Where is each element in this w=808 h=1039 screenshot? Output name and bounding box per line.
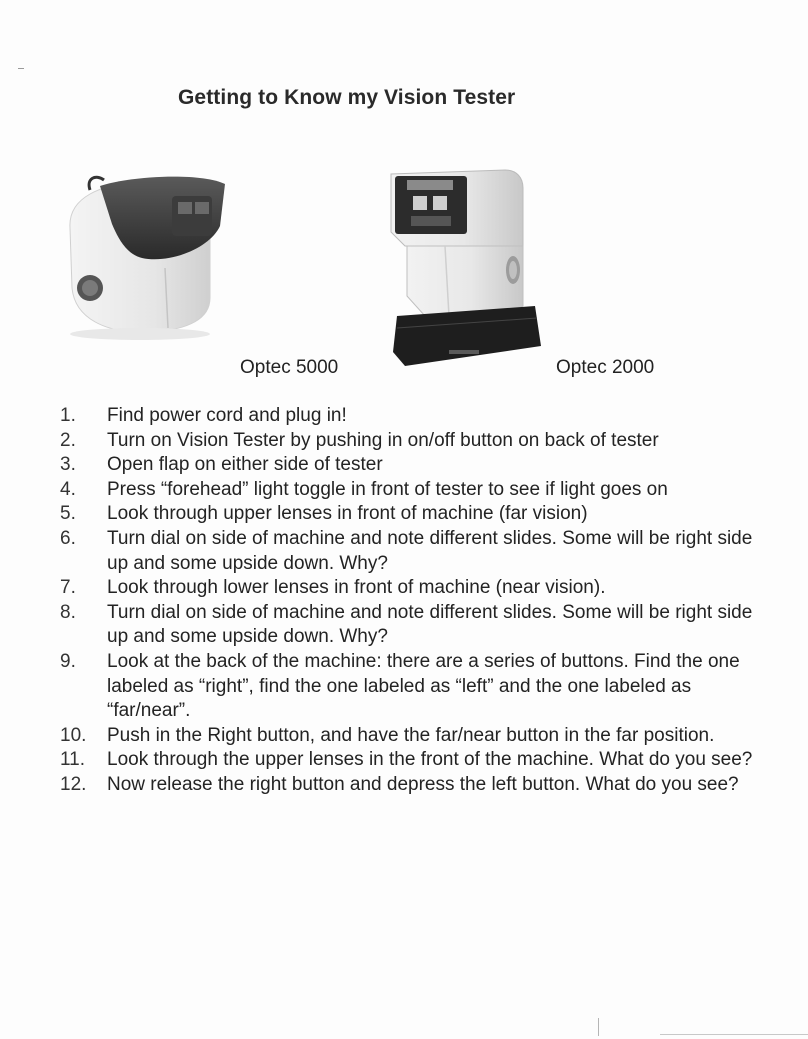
list-item [60,748,760,773]
optec-2000-caption: Optec 2000 [556,357,655,378]
step-number: 3. [60,454,76,476]
step-text: Look through the upper lenses in the front of the machine. What do you see? [107,749,753,771]
optec-5000-device-icon [60,168,235,348]
step-number: 12. [60,773,87,795]
list-item [60,502,760,527]
step-text: Turn dial on side of machine and note different slides. Some will be right side up and some upside down. Why? [107,601,753,648]
step-number: 1. [60,405,76,426]
step-number: 11. [60,749,86,771]
page-title: Getting to Know my Vision Tester [178,86,516,109]
list-item [60,576,760,601]
instruction-list [60,404,760,798]
list-item [60,650,760,724]
list-item [60,773,760,798]
scan-speck [18,68,24,69]
optec-2000-figure [385,166,545,372]
optec-2000-device-icon [385,166,545,372]
step-number: 4. [60,478,76,500]
optec-5000-caption: Optec 5000 [240,357,339,378]
list-item [60,429,760,454]
scan-edge-mark [598,1018,599,1036]
step-text: Turn dial on side of machine and note different slides. Some will be right side up and some upside down. Why? [107,527,753,574]
step-number: 6. [60,527,76,549]
step-text: Open flap on either side of tester [107,454,383,476]
step-text: Turn on Vision Tester by pushing in on/off button on back of tester [107,429,659,451]
step-number: 8. [60,601,76,623]
step-text: Now release the right button and depress the left button. What do you see? [107,773,739,795]
step-text: Look through upper lenses in front of machine (far vision) [107,503,588,525]
step-number: 7. [60,577,76,599]
list-item [60,453,760,478]
step-text: Push in the Right button, and have the far/near button in the far position. [107,724,715,746]
step-number: 5. [60,503,76,525]
step-number: 10. [60,724,87,746]
list-item [60,724,760,749]
step-text: Look through lower lenses in front of machine (near vision). [107,577,606,599]
list-item [60,404,760,429]
step-text: Find power cord and plug in! [107,405,347,426]
list-item [60,527,760,576]
step-number: 2. [60,429,76,451]
scan-edge-line [660,1034,808,1035]
optec-5000-figure [60,168,235,348]
step-text: Press “forehead” light toggle in front of tester to see if light goes on [107,478,668,500]
step-number: 9. [60,650,76,672]
list-item [60,601,760,650]
list-item [60,478,760,503]
step-text: Look at the back of the machine: there are a series of buttons. Find the one labeled as “right”, find the one labeled as “left” and the one labeled as “far/near”. [107,650,740,722]
